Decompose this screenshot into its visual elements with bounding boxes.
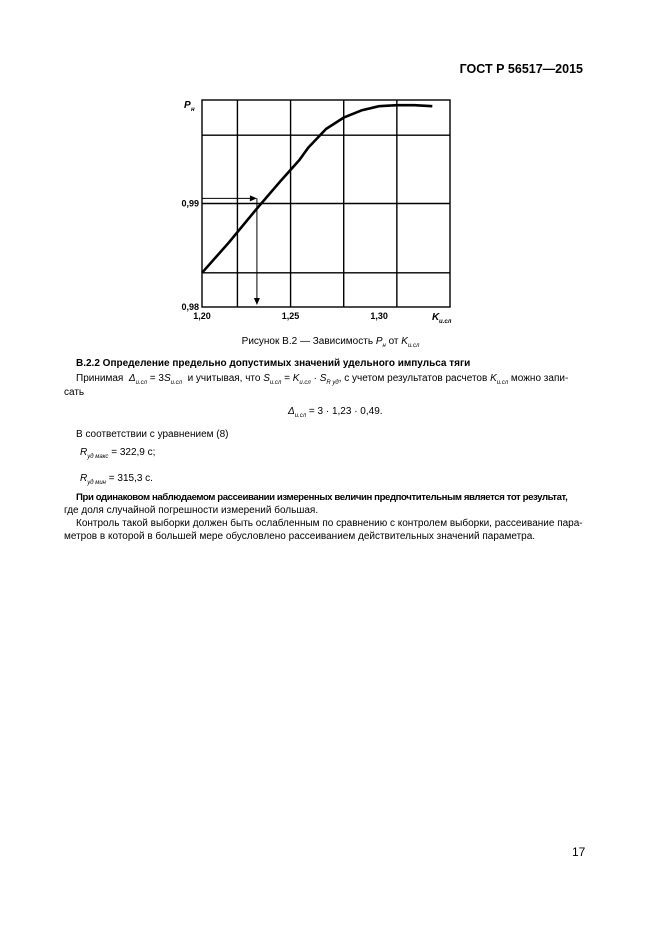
figure-caption [0, 336, 661, 349]
formula3-sub: уд мин [87, 480, 106, 486]
chart-grid [202, 100, 450, 307]
reading-arrows [202, 195, 260, 305]
p1-delta: Δ [128, 373, 136, 384]
caption-var-k: K [401, 336, 408, 347]
p1-sr-sub: R уд [326, 380, 339, 386]
page-number: 17 [572, 845, 586, 859]
formula2-sub: уд макс [87, 454, 109, 460]
reliability-chart [160, 90, 480, 330]
arrow-head-horizontal [250, 195, 257, 201]
p1-dot: · [313, 373, 317, 384]
data-series-line [202, 105, 432, 273]
paragraph-2: В соответствии с уравнением (8) [76, 429, 229, 440]
x-axis-label-subscript: и.сл [439, 319, 452, 325]
p1-text-4: , с учетом результатов расчетов [338, 373, 488, 384]
p1-k-sub: и.сл [299, 380, 311, 386]
caption-var-p-sub: н [382, 343, 386, 349]
paragraph-4-line-2: метров в которой в большей мере обусловлено рассеиванием действительных значений параметра. [64, 531, 536, 542]
paragraph-3-cont: где доля случайной погрешности измерений большая. [64, 505, 319, 516]
p1-text-1: Принимая [76, 373, 124, 384]
formula3-var: R [80, 473, 88, 484]
p1-s2-sub: и.сл [269, 380, 282, 386]
p1-s: S [163, 373, 171, 384]
y-tick-label-1: 0,99 [181, 198, 199, 209]
paragraph-1-cont: сать [64, 387, 85, 398]
x-tick-label-2: 1,30 [370, 311, 388, 321]
arrow-head-vertical [254, 298, 260, 305]
formula-delta [288, 406, 383, 419]
formula1-rhs: = 3 · 1,23 · 0,49. [308, 406, 383, 417]
formula-r-max [80, 447, 155, 460]
x-tick-label-0: 1,20 [193, 311, 211, 321]
formula-r-min [80, 473, 153, 486]
p1-s2: S [263, 373, 270, 384]
paragraph-3-bold: При одинаковом наблюдаемом рассеивании измеренных величин предпочтительным является тот результат, [76, 492, 568, 503]
caption-var-p: P [375, 336, 383, 347]
p1-eq: = 3 [149, 373, 164, 384]
formula2-var: R [80, 447, 88, 458]
p1-delta-sub: и.сл [135, 380, 147, 386]
p1-k2: K [490, 373, 497, 384]
p1-text-5: можно запи- [510, 373, 569, 384]
p1-k: K [292, 373, 300, 384]
formula3-rhs: = 315,3 с. [108, 473, 153, 484]
standard-number: ГОСТ Р 56517—2015 [459, 62, 583, 76]
formula1-lhs-sub: и.сл [294, 413, 307, 419]
paragraph-4-line-1: Контроль такой выборки должен быть ослабленным по сравнению с контролем выборки, рассеивание пара- [76, 518, 583, 529]
y-axis-label-subscript: н [191, 107, 195, 113]
y-axis-label: P [184, 100, 191, 111]
section-heading: В.2.2 Определение предельно допустимых значений удельного импульса тяги [76, 358, 471, 369]
paragraph-1 [76, 372, 586, 390]
caption-prefix: Рисунок В.2 — Зависимость [241, 336, 374, 347]
caption-var-k-sub: и.сл [407, 343, 420, 349]
formula2-rhs: = 322,9 с; [111, 447, 156, 458]
p1-sr: S [319, 373, 327, 384]
p1-k2-sub: и.сл [496, 380, 509, 386]
y-tick-label-0: 0,98 [181, 302, 199, 312]
p1-eq2: = [284, 373, 290, 384]
p1-s-sub: и.сл [170, 380, 182, 386]
p1-text-3: и учитывая, что [187, 373, 261, 384]
formula1-lhs: Δ [288, 406, 295, 417]
x-tick-label-1: 1,25 [281, 311, 300, 321]
caption-mid: от [388, 336, 399, 347]
x-axis-label: K [432, 312, 440, 323]
